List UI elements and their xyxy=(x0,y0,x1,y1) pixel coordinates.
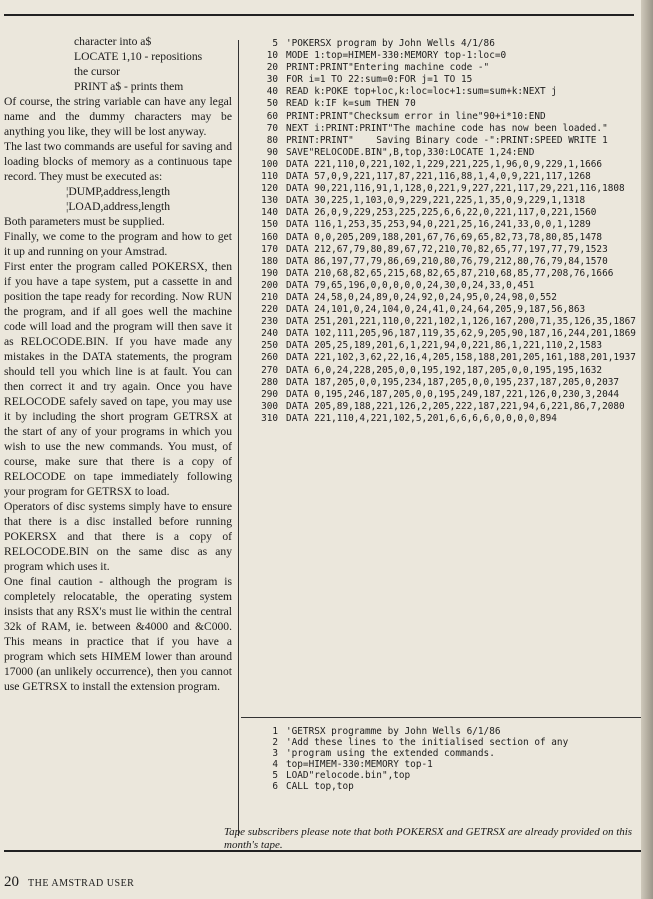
listing-line xyxy=(246,50,646,62)
line-number: 140 xyxy=(261,207,278,219)
line-number: 100 xyxy=(261,158,278,170)
listing-line xyxy=(246,86,646,98)
listing-line xyxy=(246,389,646,401)
code-text: FOR i=1 TO 22:sum=0:FOR j=1 TO 15 xyxy=(286,74,473,86)
line-number: 4 xyxy=(272,759,278,770)
listing-line xyxy=(246,219,646,231)
code-text: DATA 26,0,9,229,253,225,225,6,6,22,0,221,117,0,221,1560 xyxy=(286,207,597,219)
code-text: DATA 187,205,0,0,195,234,187,205,0,0,195,237,187,205,0,2037 xyxy=(286,376,620,388)
listing-line xyxy=(246,74,646,86)
line-number: 70 xyxy=(266,122,278,134)
listing-separator xyxy=(241,717,646,718)
pokersx-listing xyxy=(246,38,646,425)
line-number: 230 xyxy=(261,316,278,328)
code-text: DATA 0,195,246,187,205,0,0,195,249,187,221,126,0,230,3,2044 xyxy=(286,388,620,400)
code-text: DATA 79,65,196,0,0,0,0,0,24,30,0,24,33,0,451 xyxy=(286,279,535,291)
line-number: 260 xyxy=(261,352,278,364)
line-number: 130 xyxy=(261,195,278,207)
line-number: 210 xyxy=(261,291,278,303)
listing-line xyxy=(246,98,646,110)
article-paragraph: the cursor xyxy=(74,65,121,78)
top-rule xyxy=(4,14,634,16)
article-paragraph: Both parameters must be supplied. xyxy=(4,215,165,228)
listing-line xyxy=(246,737,646,748)
page-number: 20 xyxy=(4,874,19,890)
getrsx-listing xyxy=(246,726,646,792)
line-number: 110 xyxy=(261,171,278,183)
listing-line xyxy=(246,135,646,147)
tape-subscriber-note: Tape subscribers please note that both POKERSX and GETRSX are already provided on this month's tape. xyxy=(224,826,633,851)
line-number: 120 xyxy=(261,183,278,195)
code-text: top=HIMEM-330:MEMORY top-1 xyxy=(286,759,433,770)
listing-line xyxy=(246,292,646,304)
article-paragraph: Finally, we come to the program and how to get it up and running on your Amstrad. xyxy=(4,230,232,258)
article-paragraph: Of course, the string variable can have any legal name and the dummy characters may be anything you like, they will be lost anyway. xyxy=(4,95,232,138)
line-number: 170 xyxy=(261,243,278,255)
listing-line xyxy=(246,62,646,74)
code-text: PRINT:PRINT" Saving Binary code -":PRINT:SPEED WRITE 1 xyxy=(286,134,608,146)
line-number: 2 xyxy=(272,737,278,748)
line-number: 150 xyxy=(261,219,278,231)
line-number: 270 xyxy=(261,364,278,376)
line-number: 250 xyxy=(261,340,278,352)
code-text: PRINT:PRINT"Entering machine code -" xyxy=(286,62,490,74)
bottom-rule xyxy=(4,850,644,852)
code-text: DATA 205,25,189,201,6,1,221,94,0,221,86,1,221,110,2,1583 xyxy=(286,340,603,352)
listing-line xyxy=(246,244,646,256)
code-text: DATA 210,68,82,65,215,68,82,65,87,210,68,85,77,208,76,1666 xyxy=(286,267,614,279)
listing-line xyxy=(246,770,646,781)
line-number: 6 xyxy=(272,781,278,792)
code-text: PRINT:PRINT"Checksum error in line"90+i*10:END xyxy=(286,110,546,122)
code-text: DATA 102,111,205,96,187,119,35,62,9,205,90,187,16,244,201,1869 xyxy=(286,328,636,340)
code-text: CALL top,top xyxy=(286,781,354,792)
line-number: 290 xyxy=(261,388,278,400)
line-number: 60 xyxy=(266,110,278,122)
line-number: 280 xyxy=(261,376,278,388)
listing-line xyxy=(246,726,646,737)
line-number: 240 xyxy=(261,328,278,340)
page-edge-shadow xyxy=(641,0,653,899)
code-text: NEXT i:PRINT:PRINT"The machine code has now been loaded." xyxy=(286,122,608,134)
line-number: 5 xyxy=(272,38,278,49)
code-text: 'Add these lines to the initialised section of any xyxy=(286,737,569,748)
code-text: DATA 212,67,79,80,89,67,72,210,70,82,65,77,197,77,79,1523 xyxy=(286,243,608,255)
listing-line xyxy=(246,171,646,183)
listing-line xyxy=(246,759,646,770)
code-text: DATA 30,225,1,103,0,9,229,221,225,1,35,0,9,229,1,1318 xyxy=(286,195,586,207)
listing-line xyxy=(246,195,646,207)
listing-line xyxy=(246,256,646,268)
column-divider xyxy=(238,40,239,836)
listing-line xyxy=(246,340,646,352)
listing-line xyxy=(246,781,646,792)
listing-line xyxy=(246,748,646,759)
article-paragraph: character into a$ xyxy=(74,35,152,48)
listing-line xyxy=(246,365,646,377)
code-text: DATA 24,58,0,24,89,0,24,92,0,24,95,0,24,98,0,552 xyxy=(286,291,557,303)
listing-line xyxy=(246,111,646,123)
code-text: DATA 251,201,221,110,0,221,102,1,126,167,200,71,35,126,35,1867 xyxy=(286,316,636,328)
listing-line xyxy=(246,183,646,195)
line-number: 160 xyxy=(261,231,278,243)
code-text: READ k:POKE top+loc,k:loc=loc+1:sum=sum+k:NEXT j xyxy=(286,86,557,98)
line-number: 20 xyxy=(266,62,278,74)
listing-line xyxy=(246,401,646,413)
code-text: DATA 57,0,9,221,117,87,221,116,88,1,4,0,9,221,117,1268 xyxy=(286,171,591,183)
listing-line xyxy=(246,280,646,292)
article-paragraph: One final caution - although the program is completely relocatable, the operating system insists that any RSX's must lie within the central 32k of RAM, ie. between &4000 and &C000. This means in practice that if you have a program which sets HIMEM lower than around 17000 (an unlikely occurrence), then you cannot use GETRSX to install the extension program. xyxy=(4,575,232,693)
code-text: DATA 221,102,3,62,22,16,4,205,158,188,201,205,161,188,201,1937 xyxy=(286,352,636,364)
listing-line xyxy=(246,232,646,244)
code-text: DATA 0,0,205,209,188,201,67,76,69,65,82,73,78,80,85,1478 xyxy=(286,231,603,243)
listing-line xyxy=(246,304,646,316)
code-text: READ k:IF k=sum THEN 70 xyxy=(286,98,416,110)
article-paragraph: PRINT a$ - prints them xyxy=(74,80,184,93)
code-text: SAVE"RELOCODE.BIN",B,top,330:LOCATE 1,24:END xyxy=(286,146,535,158)
line-number: 1 xyxy=(272,726,278,737)
listing-line xyxy=(246,413,646,425)
code-text: 'GETRSX programme by John Wells 6/1/86 xyxy=(286,726,501,737)
line-number: 5 xyxy=(272,770,278,781)
listing-line xyxy=(246,147,646,159)
article-text-column xyxy=(4,34,232,694)
listing-line xyxy=(246,207,646,219)
code-text: DATA 221,110,0,221,102,1,229,221,225,1,96,0,9,229,1,1666 xyxy=(286,158,603,170)
listing-line xyxy=(246,123,646,135)
listing-line xyxy=(246,268,646,280)
line-number: 300 xyxy=(261,400,278,412)
article-paragraph: ¦LOAD,address,length xyxy=(66,200,171,213)
line-number: 180 xyxy=(261,255,278,267)
line-number: 220 xyxy=(261,304,278,316)
line-number: 10 xyxy=(266,50,278,62)
listing-line xyxy=(246,159,646,171)
code-text: DATA 24,101,0,24,104,0,24,41,0,24,64,205,9,187,56,863 xyxy=(286,304,586,316)
listing-line xyxy=(246,328,646,340)
code-text: LOAD"relocode.bin",top xyxy=(286,770,411,781)
line-number: 3 xyxy=(272,748,278,759)
code-text: DATA 90,221,116,91,1,128,0,221,9,227,221,117,29,221,116,1808 xyxy=(286,183,625,195)
article-paragraph: Operators of disc systems simply have to ensure that there is a disc installed before running POKERSX and that there is a copy of RELOCODE.BIN on the same disc as any program which uses it. xyxy=(4,500,232,573)
page-footer xyxy=(4,874,134,891)
line-number: 200 xyxy=(261,279,278,291)
code-text: DATA 221,110,4,221,102,5,201,6,6,6,6,0,0,0,0,894 xyxy=(286,412,557,424)
code-text: DATA 6,0,24,228,205,0,0,195,192,187,205,0,0,195,195,1632 xyxy=(286,364,603,376)
line-number: 40 xyxy=(266,86,278,98)
code-text: MODE 1:top=HIMEM-330:MEMORY top-1:loc=0 xyxy=(286,50,507,62)
code-text: 'POKERSX program by John Wells 4/1/86 xyxy=(286,38,495,49)
listing-line xyxy=(246,38,646,50)
line-number: 30 xyxy=(266,74,278,86)
line-number: 80 xyxy=(266,134,278,146)
code-text: 'program using the extended commands. xyxy=(286,748,495,759)
listing-line xyxy=(246,352,646,364)
article-paragraph: The last two commands are useful for saving and loading blocks of memory as a continuous tape record. They must be executed as: xyxy=(4,140,232,183)
article-paragraph: First enter the program called POKERSX, then if you have a tape system, put a cassette in and position the tape ready for recording. Now RUN the program, and if all goes well the machine code will load and the program will then save it as RELOCODE.BIN. If you have made any mistakes in the DATA statements, the program should tell you which line is at fault. You can then correct it and try again. Once you have RELOCODE safely saved on tape, you may use it by including the short program GETRSX at the start of any of your programs in which you wish to use the new commands. You must, of course, make sure that there is a copy of RELOCODE on tape immediately following your program for GETRSX to load. xyxy=(4,260,232,498)
line-number: 90 xyxy=(266,146,278,158)
article-paragraph: LOCATE 1,10 - repositions xyxy=(74,50,203,63)
line-number: 310 xyxy=(261,412,278,424)
listing-line xyxy=(246,377,646,389)
line-number: 50 xyxy=(266,98,278,110)
code-text: DATA 116,1,253,35,253,94,0,221,25,16,241,33,0,0,1,1289 xyxy=(286,219,591,231)
article-paragraph: ¦DUMP,address,length xyxy=(66,185,171,198)
code-text: DATA 86,197,77,79,86,69,210,80,76,79,212,80,76,79,84,1570 xyxy=(286,255,608,267)
code-text: DATA 205,89,188,221,126,2,205,222,187,221,94,6,221,86,7,2080 xyxy=(286,400,625,412)
magazine-name: THE AMSTRAD USER xyxy=(28,878,135,889)
line-number: 190 xyxy=(261,267,278,279)
listing-line xyxy=(246,316,646,328)
